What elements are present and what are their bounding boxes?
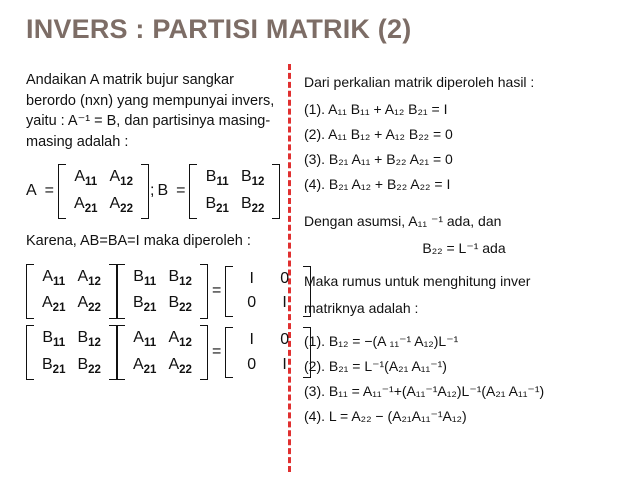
- bracket-left: [225, 327, 233, 378]
- matrix-a-label: A: [26, 182, 37, 200]
- matrix-cell: $A_{21}$: [42, 294, 66, 315]
- intro-paragraph: Andaikan A matrik bujur sangkar berordo (nxn) yang mempunyai invers, yaitu : A⁻¹ = B, dan partisinya masing-masing adalah :: [26, 72, 275, 150]
- matrix-cell: $A_{22}$: [77, 294, 101, 315]
- formula-equation-3: (3). B₁₁ = A₁₁⁻¹+(A₁₁⁻¹A₁₂)L⁻¹(A₂₁ A₁₁⁻¹): [304, 383, 545, 399]
- right-column: [304, 72, 624, 431]
- bracket-right: [200, 325, 208, 380]
- page-title: INVERS : PARTISI MATRIK (2): [26, 14, 412, 44]
- formula-equation-2: (2). B₂₁ = L⁻¹(A₂₁ A₁₁⁻¹): [304, 358, 447, 374]
- matrix-b: [26, 325, 117, 380]
- bracket-left: [225, 266, 233, 317]
- bracket-right: [109, 264, 117, 319]
- matrix-cell: $B_{12}$: [77, 329, 101, 350]
- bracket-left: [189, 164, 197, 219]
- bracket-right: [109, 325, 117, 380]
- result-equation-1: (1). A₁₁ B₁₁ + A₁₂ B₂₁ = I: [304, 101, 448, 117]
- bracket-left: [26, 325, 34, 380]
- semicolon: ;: [149, 182, 155, 200]
- equals-sign: =: [44, 182, 55, 200]
- assumption-line-1: Dengan asumsi, A₁₁ ⁻¹ ada, dan: [304, 213, 502, 229]
- result-equation-2: (2). A₁₁ B₁₂ + A₁₂ B₂₂ = 0: [304, 126, 453, 142]
- equals-sign: =: [176, 182, 186, 200]
- matrix-cell: 0: [280, 330, 290, 348]
- matrix-cell: 0: [247, 294, 257, 312]
- matrix-cell: $A_{12}$: [168, 329, 192, 350]
- bracket-right: [141, 164, 149, 219]
- bracket-right: [272, 164, 280, 219]
- matrix-cell: $B_{11}$: [42, 329, 66, 350]
- matrix-cell: I: [282, 355, 287, 373]
- matrix-cell: 0: [280, 269, 290, 287]
- matrix-cell: $A_{12}$: [109, 168, 133, 189]
- matrix-cell: $A_{22}$: [168, 355, 192, 376]
- matrix-identity: [225, 266, 311, 317]
- matrix-cell: $B_{12}$: [168, 267, 192, 289]
- matrix-cell: $B_{21}$: [132, 294, 157, 315]
- matrix-cell: I: [249, 269, 254, 287]
- matrix-a: [117, 325, 208, 380]
- bracket-left: [58, 164, 66, 219]
- matrix-a: [26, 264, 117, 319]
- result-equation-3: (3). B₂₁ A₁₁ + B₂₂ A₂₁ = 0: [304, 151, 453, 167]
- matrix-b: [117, 264, 208, 319]
- product-equation-2: [26, 325, 290, 380]
- matrix-cell: $B_{22}$: [77, 355, 101, 376]
- matrix-a: [58, 164, 149, 219]
- matrix-cell: $B_{12}$: [240, 168, 265, 189]
- result-equation-4: (4). B₂₁ A₁₂ + B₂₂ A₂₂ = I: [304, 176, 451, 192]
- bracket-right: [200, 264, 208, 319]
- matrix-cell: $A_{21}$: [132, 355, 157, 376]
- matrix-cell: $B_{22}$: [168, 294, 192, 315]
- formula-intro-line-1: Maka rumus untuk menghitung inver: [304, 273, 531, 289]
- matrix-cell: I: [282, 294, 287, 312]
- matrix-cell: I: [249, 330, 254, 348]
- matrix-cell: $A_{22}$: [109, 194, 133, 216]
- bracket-left: [26, 264, 34, 319]
- matrix-cell: $B_{11}$: [205, 168, 229, 189]
- matrix-cell: $B_{22}$: [240, 194, 265, 216]
- equals-sign: =: [211, 282, 222, 300]
- matrix-cell: $A_{21}$: [74, 194, 98, 216]
- definition-equation: [26, 164, 284, 219]
- matrix-identity: [225, 327, 311, 378]
- matrix-cell: $B_{21}$: [205, 194, 229, 216]
- results-heading: Dari perkalian matrik diperoleh hasil :: [304, 74, 535, 90]
- formula-equation-4: (4). L = A₂₂ − (A₂₁A₁₁⁻¹A₁₂): [304, 408, 467, 424]
- bracket-left: [117, 264, 125, 319]
- matrix-cell: $A_{11}$: [74, 168, 98, 189]
- bracket-left: [117, 325, 125, 380]
- matrix-cell: $A_{12}$: [77, 267, 101, 289]
- formula-intro-line-2: matriknya adalah :: [304, 300, 419, 316]
- matrix-b-label: B: [157, 182, 169, 200]
- karena-paragraph: Karena, AB=BA=I maka diperoleh :: [26, 233, 251, 250]
- matrix-cell: $B_{11}$: [133, 267, 157, 289]
- matrix-cell: $A_{11}$: [42, 267, 66, 289]
- product-equation-1: [26, 264, 290, 319]
- matrix-cell: $A_{11}$: [133, 329, 157, 350]
- equals-sign: =: [211, 343, 222, 361]
- formula-equation-1: (1). B₁₂ = −(A ₁₁⁻¹ A₁₂)L⁻¹: [304, 333, 459, 349]
- assumption-line-2: B₂₂ = L⁻¹ ada: [422, 240, 506, 256]
- matrix-cell: $B_{21}$: [42, 355, 66, 376]
- matrix-b: [189, 164, 280, 219]
- matrix-cell: 0: [247, 355, 257, 373]
- left-column: [26, 70, 290, 380]
